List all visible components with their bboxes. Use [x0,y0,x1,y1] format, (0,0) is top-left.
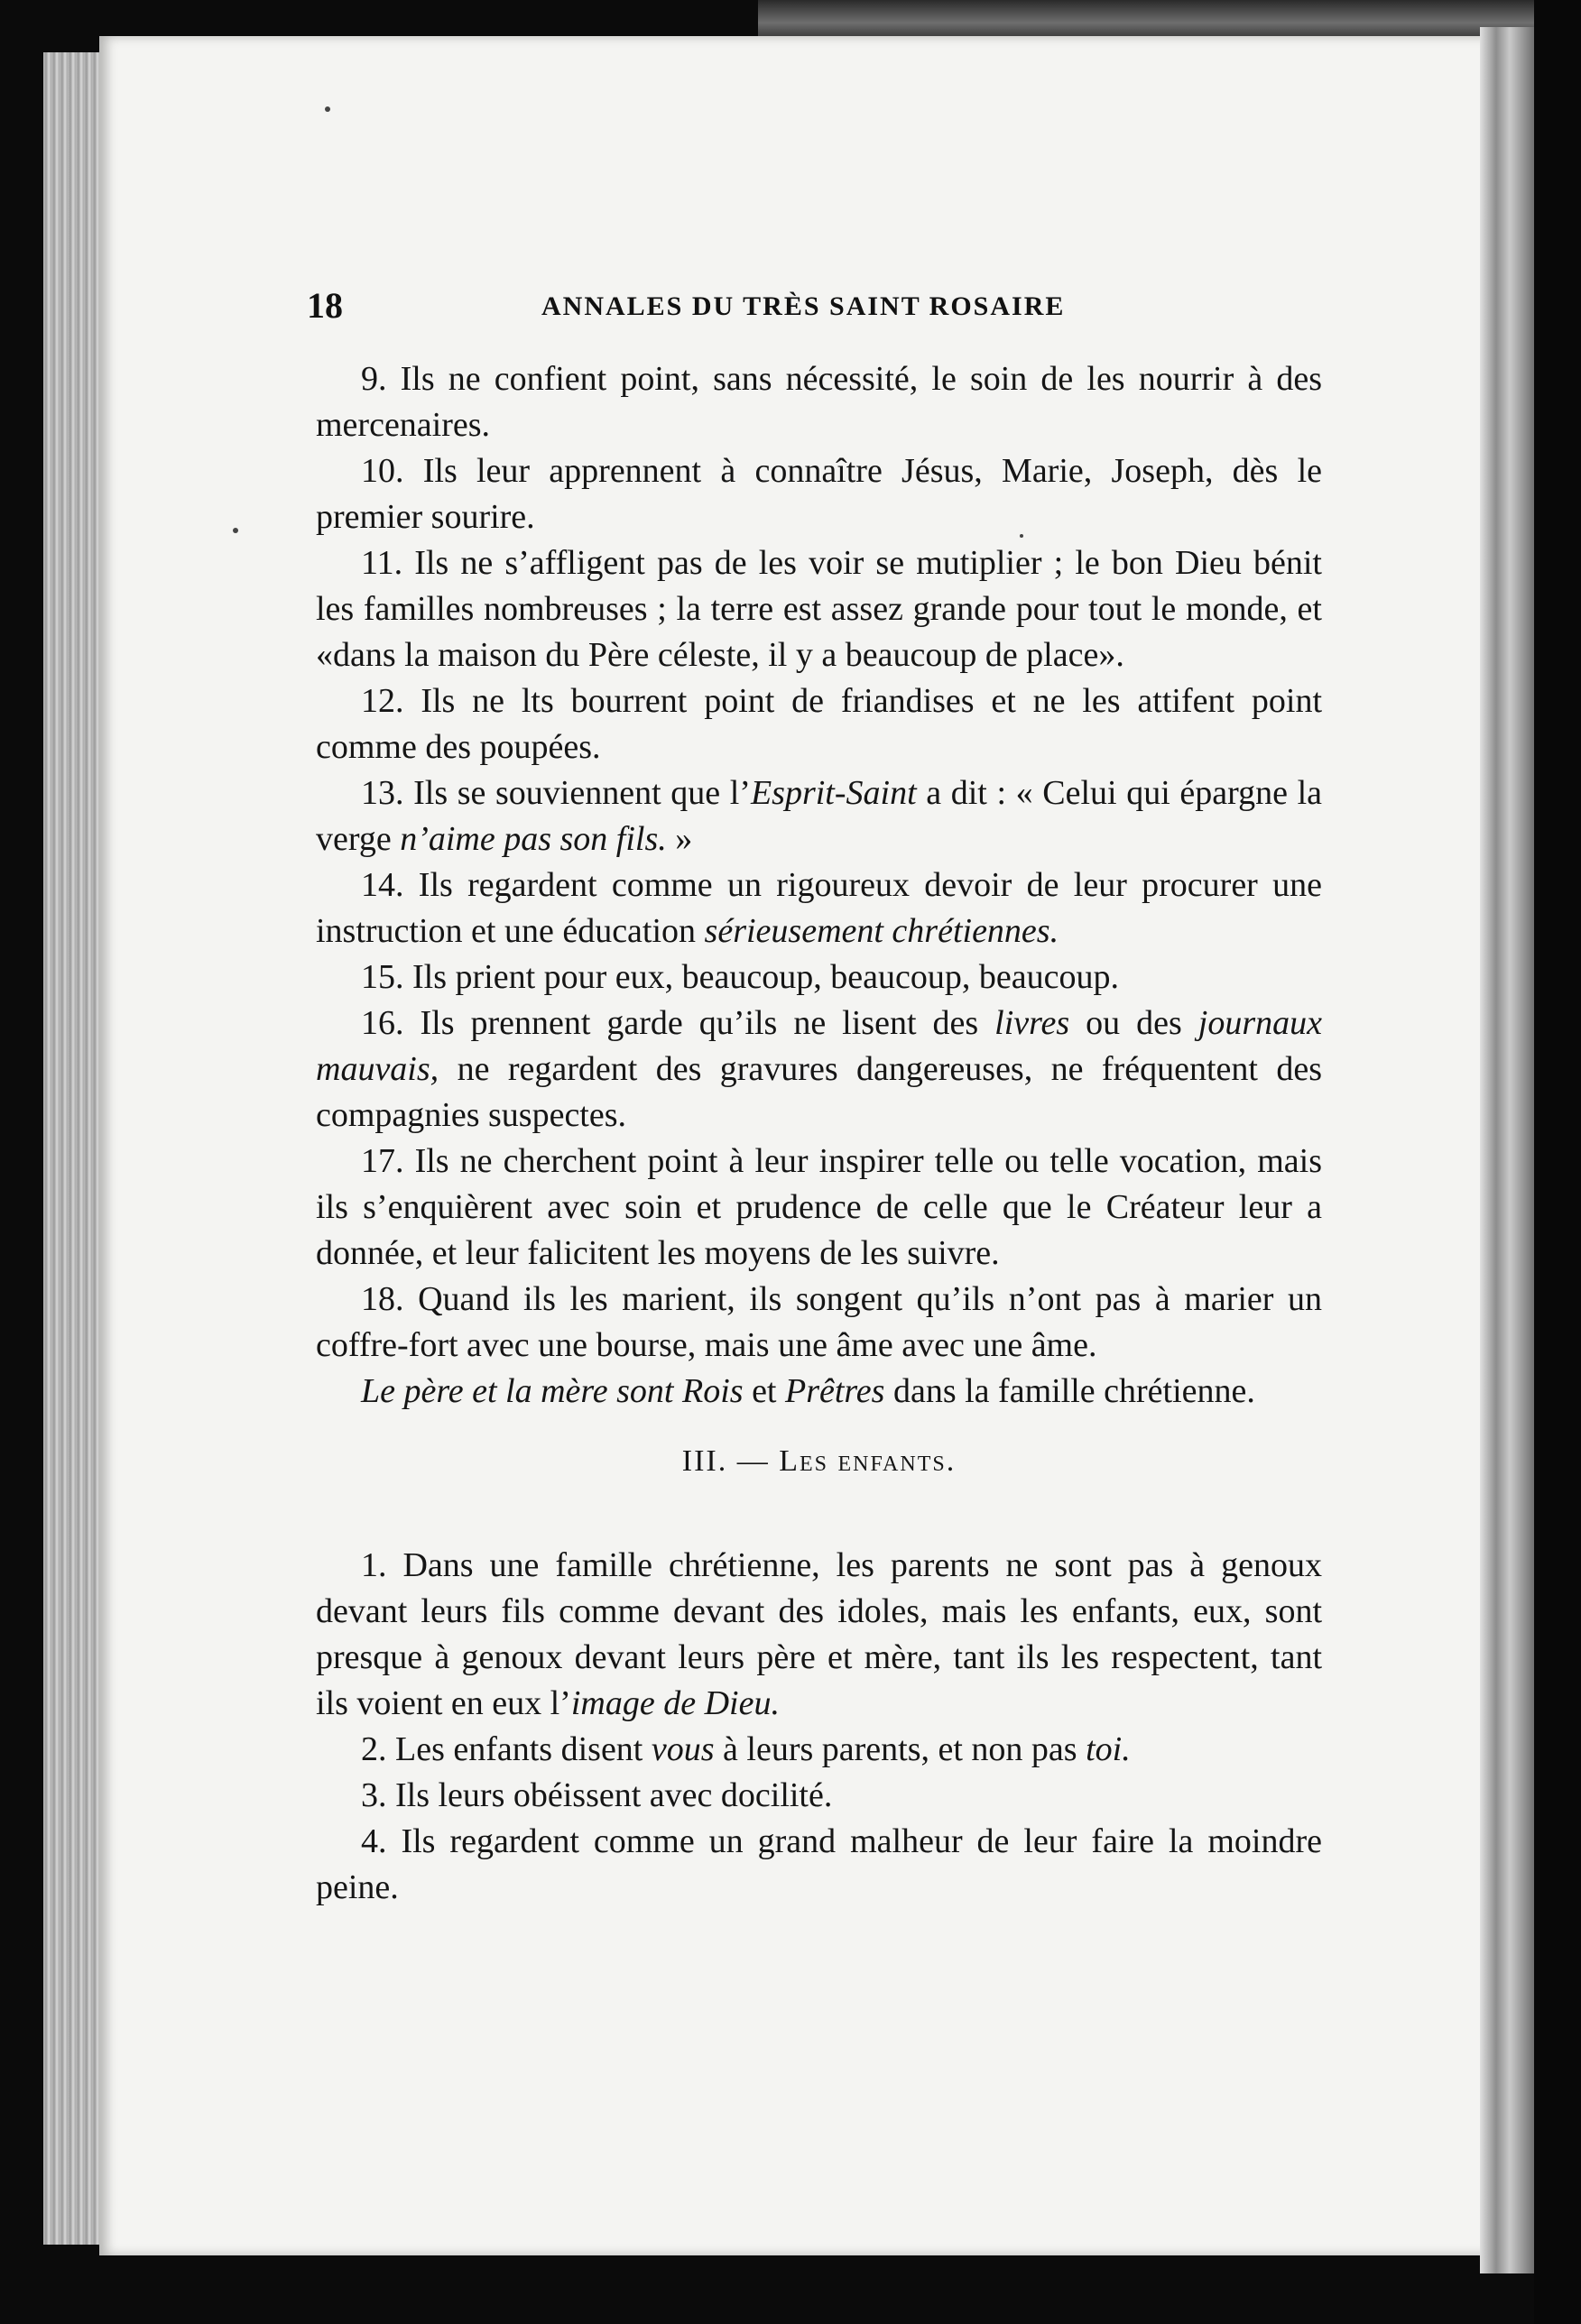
paragraph-text: 18. Quand ils les marient, ils songent qu’ils n’ont pas à marier un coffre-fort avec une bourse, mais une âme avec une âme. [316,1280,1322,1364]
ink-speck [233,528,238,533]
paragraph-text: 1. Dans une famille chrétienne, les parents ne sont pas à genoux devant leurs fils comme devant des idoles, mais les enfants, eux, sont presque à genoux devant leurs père et mère, tant ils les respectent, tant ils voient en eux l’ [316,1546,1322,1722]
paragraph-text: 16. Ils prennent garde qu’ils ne lisent des [361,1004,995,1042]
paragraph-text: dans la famille chrétienne. [884,1372,1255,1410]
paragraph-text: et [743,1372,785,1410]
paragraph [316,1277,1322,1369]
italic-text: Le père et la mère sont Rois [361,1372,744,1410]
paragraph [316,770,1322,862]
paragraph-text: 9. Ils ne confient point, sans nécessité, le soin de les nourrir à des mercenaires. [316,360,1322,444]
children-duties-list [316,1543,1322,1911]
paragraph-text: 4. Ils regardent comme un grand malheur de leur faire la moindre peine. [316,1822,1322,1906]
italic-text: image de Dieu. [570,1684,780,1722]
paragraph-text: ou des [1069,1004,1198,1042]
italic-text: livres [994,1004,1070,1042]
italic-text: journaux mauvais, [316,1004,1322,1088]
italic-text: vous [651,1730,715,1768]
italic-text: sérieusement chrétiennes. [704,912,1059,950]
paragraph-text: 3. Ils leurs obéissent avec docilité. [361,1776,833,1814]
paragraph [316,448,1322,540]
paragraph-text: 2. Les enfants disent [361,1730,652,1768]
page-number: 18 [307,285,343,326]
italic-text: toi. [1086,1730,1131,1768]
section-heading [316,1434,1322,1489]
running-title: ANNALES DU TRÈS SAINT ROSAIRE [541,291,1066,321]
page-stack-edge [43,52,106,2245]
ink-speck [325,106,330,112]
book-binding [1480,27,1534,2273]
paragraph [316,1139,1322,1277]
paragraph-text: 13. Ils se souviennent que l’ [361,774,751,812]
parents-duties-list [316,356,1322,1415]
paragraph-text: a dit : « Celui qui épargne la verge [316,774,1322,858]
paragraph [316,862,1322,954]
paragraph-text: » [666,820,693,858]
paragraph [316,1773,1322,1819]
italic-text: Prêtres [785,1372,885,1410]
paragraph [316,678,1322,770]
paragraph-text: 12. Ils ne lts bourrent point de friandises et ne les attifent point comme des poupées. [316,682,1322,766]
italic-text: n’aime pas son fils. [400,820,667,858]
paragraph [316,1001,1322,1139]
italic-text: Esprit-Saint [750,774,917,812]
paragraph-text: 10. Ils leur apprennent à connaître Jésus, Marie, Joseph, dès le premier sourire. [316,452,1322,536]
paragraph [316,954,1322,1001]
paragraph-text: à leurs parents, et non pas [714,1730,1086,1768]
paragraph-text: 11. Ils ne s’affligent pas de les voir se mutiplier ; le bon Dieu bénit les familles nombreuses ; la terre est assez grande pour tout le monde, et «dans la maison du Père céleste, il y a beaucoup de place». [316,544,1322,674]
paragraph-text: 14. Ils regardent comme un rigoureux devoir de leur procurer une instruction et une éducation [316,866,1322,950]
paragraph-text: 17. Ils ne cherchent point à leur inspirer telle ou telle vocation, mais ils s’enquièrent avec soin et prudence de celle que le Créateur leur a donnée, et leur falicitent les moyens de les suivre. [316,1142,1322,1272]
scan-top-strip [758,0,1581,38]
scan-right-margin [1534,0,1581,2324]
paragraph-text: 15. Ils prient pour eux, beaucoup, beaucoup, beaucoup. [361,958,1119,996]
paragraph [316,1369,1322,1415]
section-title: Les enfants. [779,1444,957,1478]
paragraph-text: ne regardent des gravures dangereuses, ne fréquentent des compagnies suspectes. [316,1050,1322,1134]
paragraph [316,1819,1322,1911]
running-head [307,284,1119,338]
paragraph [316,356,1322,448]
section-numeral: III. — [681,1444,780,1478]
paragraph [316,1727,1322,1773]
paragraph [316,540,1322,678]
text-block [316,356,1322,1911]
paragraph [316,1543,1322,1727]
